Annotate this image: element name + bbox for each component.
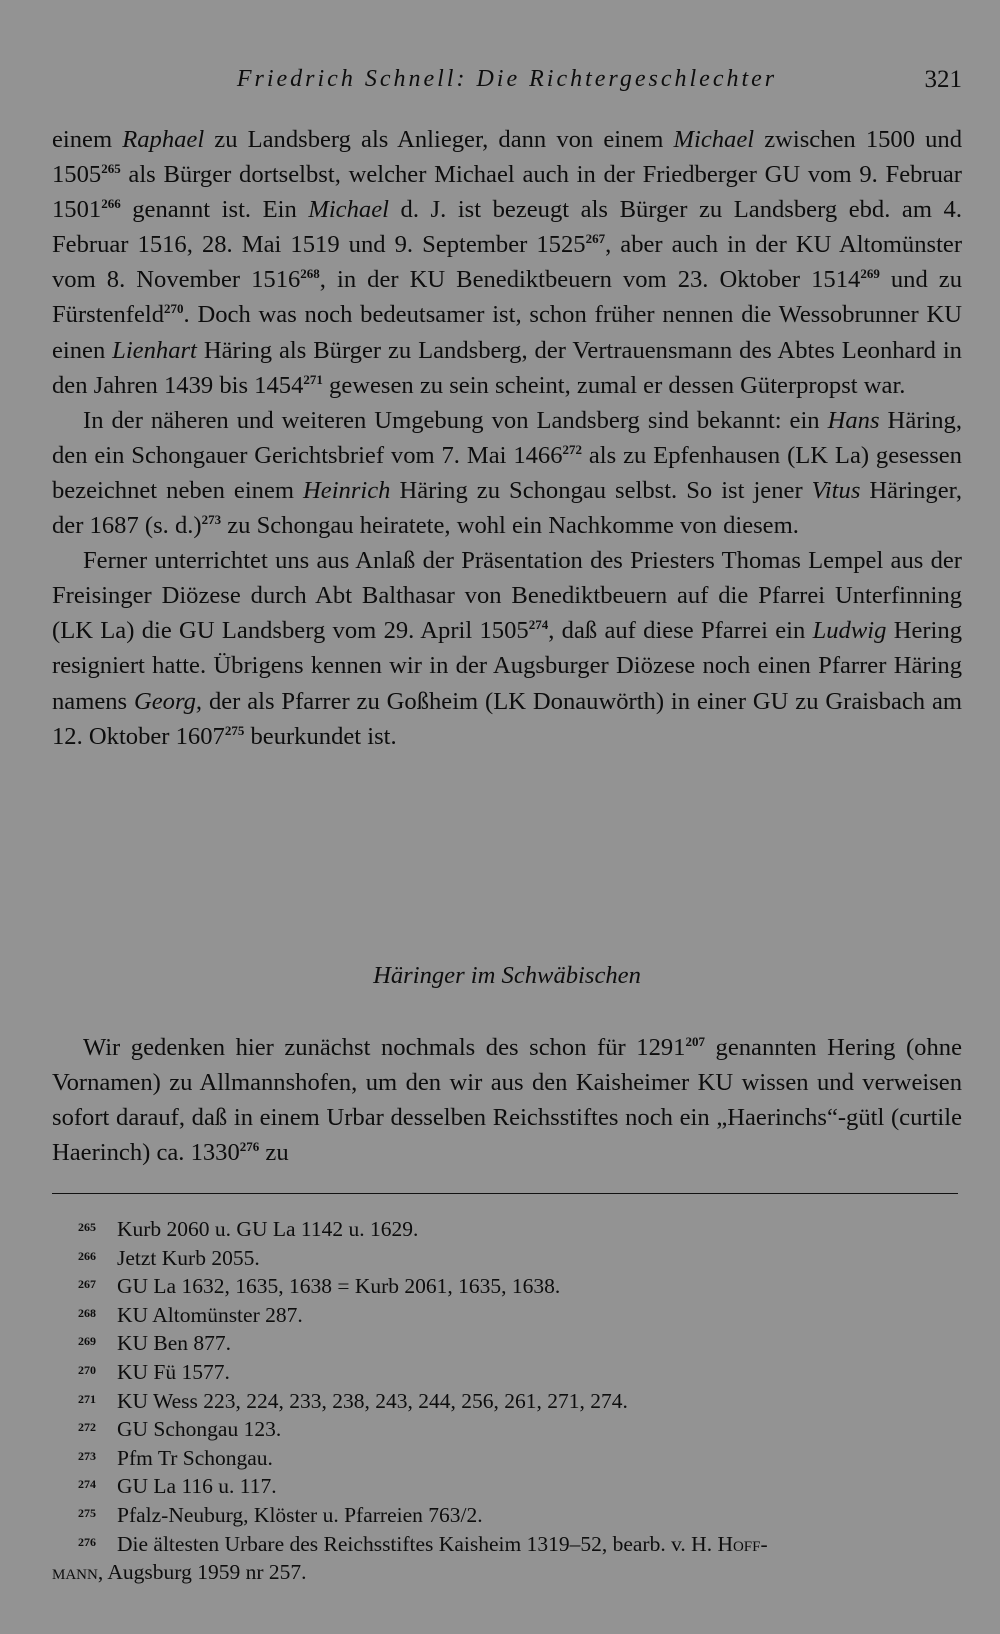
paragraph-2: In der näheren und weiteren Umgebung von Landsberg sind bekannt: ein Hans Häring, den ein Schongauer Gerichtsbrief vom 7. Mai 1466$^{272}$ als zu Epfenhausen (LK La) gesessen bezeichnet neben einem Heinrich Häring zu Schongau selbst. So ist jener Vitus Häringer, der 1687 (s. d.)$^{273}$ zu Schongau heiratete, wohl ein Nachkomme von diesem. [52, 406, 962, 540]
footnote-ref: 266 [101, 196, 121, 212]
footnote: 268 KU Altomünster 287. [78, 1302, 303, 1327]
footnote-ref: 270 [164, 301, 184, 317]
footnote: 273 Pfm Tr Schongau. [78, 1445, 273, 1470]
main-text [52, 122, 962, 754]
footnote-ref: 271 [303, 371, 323, 387]
footnote-ref: 267 [585, 231, 606, 247]
paragraph-1: einem Raphael zu Landsberg als Anlieger, dann von einem Michael zwischen 1500 und 1505$^{265}$ als Bürger dortselbst, welcher Michael auch in der Friedberger GU vom 9. Februar 1501$^{266}$ genannt ist. Ein Michael d. J. ist bezeugt als Bürger zu Landsberg ebd. am 4. Februar 1516, 28. Mai 1519 und 9. September 1525$^{267}$, aber auch in der KU Altomünster vom 8. November 1516$^{268}$, in der KU Benediktbeuern vom 23. Oktober 1514$^{269}$ und zu Fürstenfeld$^{270}$. Doch was noch bedeutsamer ist, schon früher nennen die Wessobrunner KU einen Lienhart Häring als Bürger zu Landsberg, der Vertrauensmann des Abtes Leonhard in den Jahren 1439 bis 1454$^{271}$ gewesen zu sein scheint, zumal er dessen Güterpropst war. [52, 126, 963, 399]
section-heading: Häringer im Schwäbischen [373, 962, 641, 989]
footnote: 276 Die ältesten Urbare des Reichsstiftes Kaisheim 1319–52, bearb. v. H. Hoff- mann, Augsburg 1959 nr 257. [52, 1531, 768, 1585]
footnote-ref: 273 [201, 512, 222, 528]
footnote-ref: 207 [685, 1034, 705, 1049]
footnote-ref: 269 [860, 266, 880, 282]
footnote: 271 KU Wess 223, 224, 233, 238, 243, 244, 256, 261, 271, 274. [78, 1388, 628, 1413]
footnote: 274 GU La 116 u. 117. [78, 1474, 277, 1499]
page-header [52, 62, 962, 106]
paragraph-3: Ferner unterrichtet uns aus Anlaß der Präsentation des Priesters Thomas Lempel aus der Freisinger Diözese durch Abt Balthasar von Benediktbeuern auf die Pfarrei Unterfinning (LK La) die GU Landsberg vom 29. April 1505$^{274}$, daß auf diese Pfarrei ein Ludwig Hering resigniert hatte. Übrigens kennen wir in der Augsburger Diözese noch einen Pfarrer Häring namens Georg, der als Pfarrer zu Goßheim (LK Donauwörth) in einer GU zu Graisbach am 12. Oktober 1607$^{275}$ beurkundet ist. [52, 547, 962, 750]
footnotes [52, 1215, 962, 1587]
section-paragraph-1: Wir gedenken hier zunächst nochmals des schon für 1291$^{207}$ genannten Hering (ohne Vornamen) zu Allmannshofen, um den wir aus den Kaisheimer KU wissen und verweisen sofort darauf, daß in einem Urbar desselben Reichsstiftes noch ein „Haerinchs“-gütl (curtile Haerinch) ca. 1330$^{276}$ zu [52, 1034, 962, 1167]
page-number: 321 [924, 66, 962, 93]
footnote: 265 Kurb 2060 u. GU La 1142 u. 1629. [78, 1217, 419, 1241]
footnote: 270 KU Fü 1577. [78, 1359, 230, 1384]
footnote: 275 Pfalz-Neuburg, Klöster u. Pfarreien 763/2. [78, 1502, 483, 1527]
running-title: Friedrich Schnell: Die Richtergeschlechter [236, 66, 778, 92]
footnote-divider [52, 1193, 958, 1194]
footnote: 272 GU Schongau 123. [78, 1417, 282, 1442]
footnote-ref: 268 [300, 266, 320, 282]
footnote: 269 KU Ben 877. [78, 1331, 232, 1356]
section-text [52, 1030, 962, 1170]
footnote-ref: 265 [101, 161, 121, 177]
footnote-ref: 274 [528, 617, 549, 633]
footnote: 267 GU La 1632, 1635, 1638 = Kurb 2061, 1635, 1638. [78, 1274, 561, 1299]
footnote-ref: 276 [239, 1139, 260, 1155]
footnote-ref: 272 [562, 441, 583, 457]
footnote: 266 Jetzt Kurb 2055. [78, 1245, 260, 1270]
footnote-ref: 275 [224, 722, 245, 738]
